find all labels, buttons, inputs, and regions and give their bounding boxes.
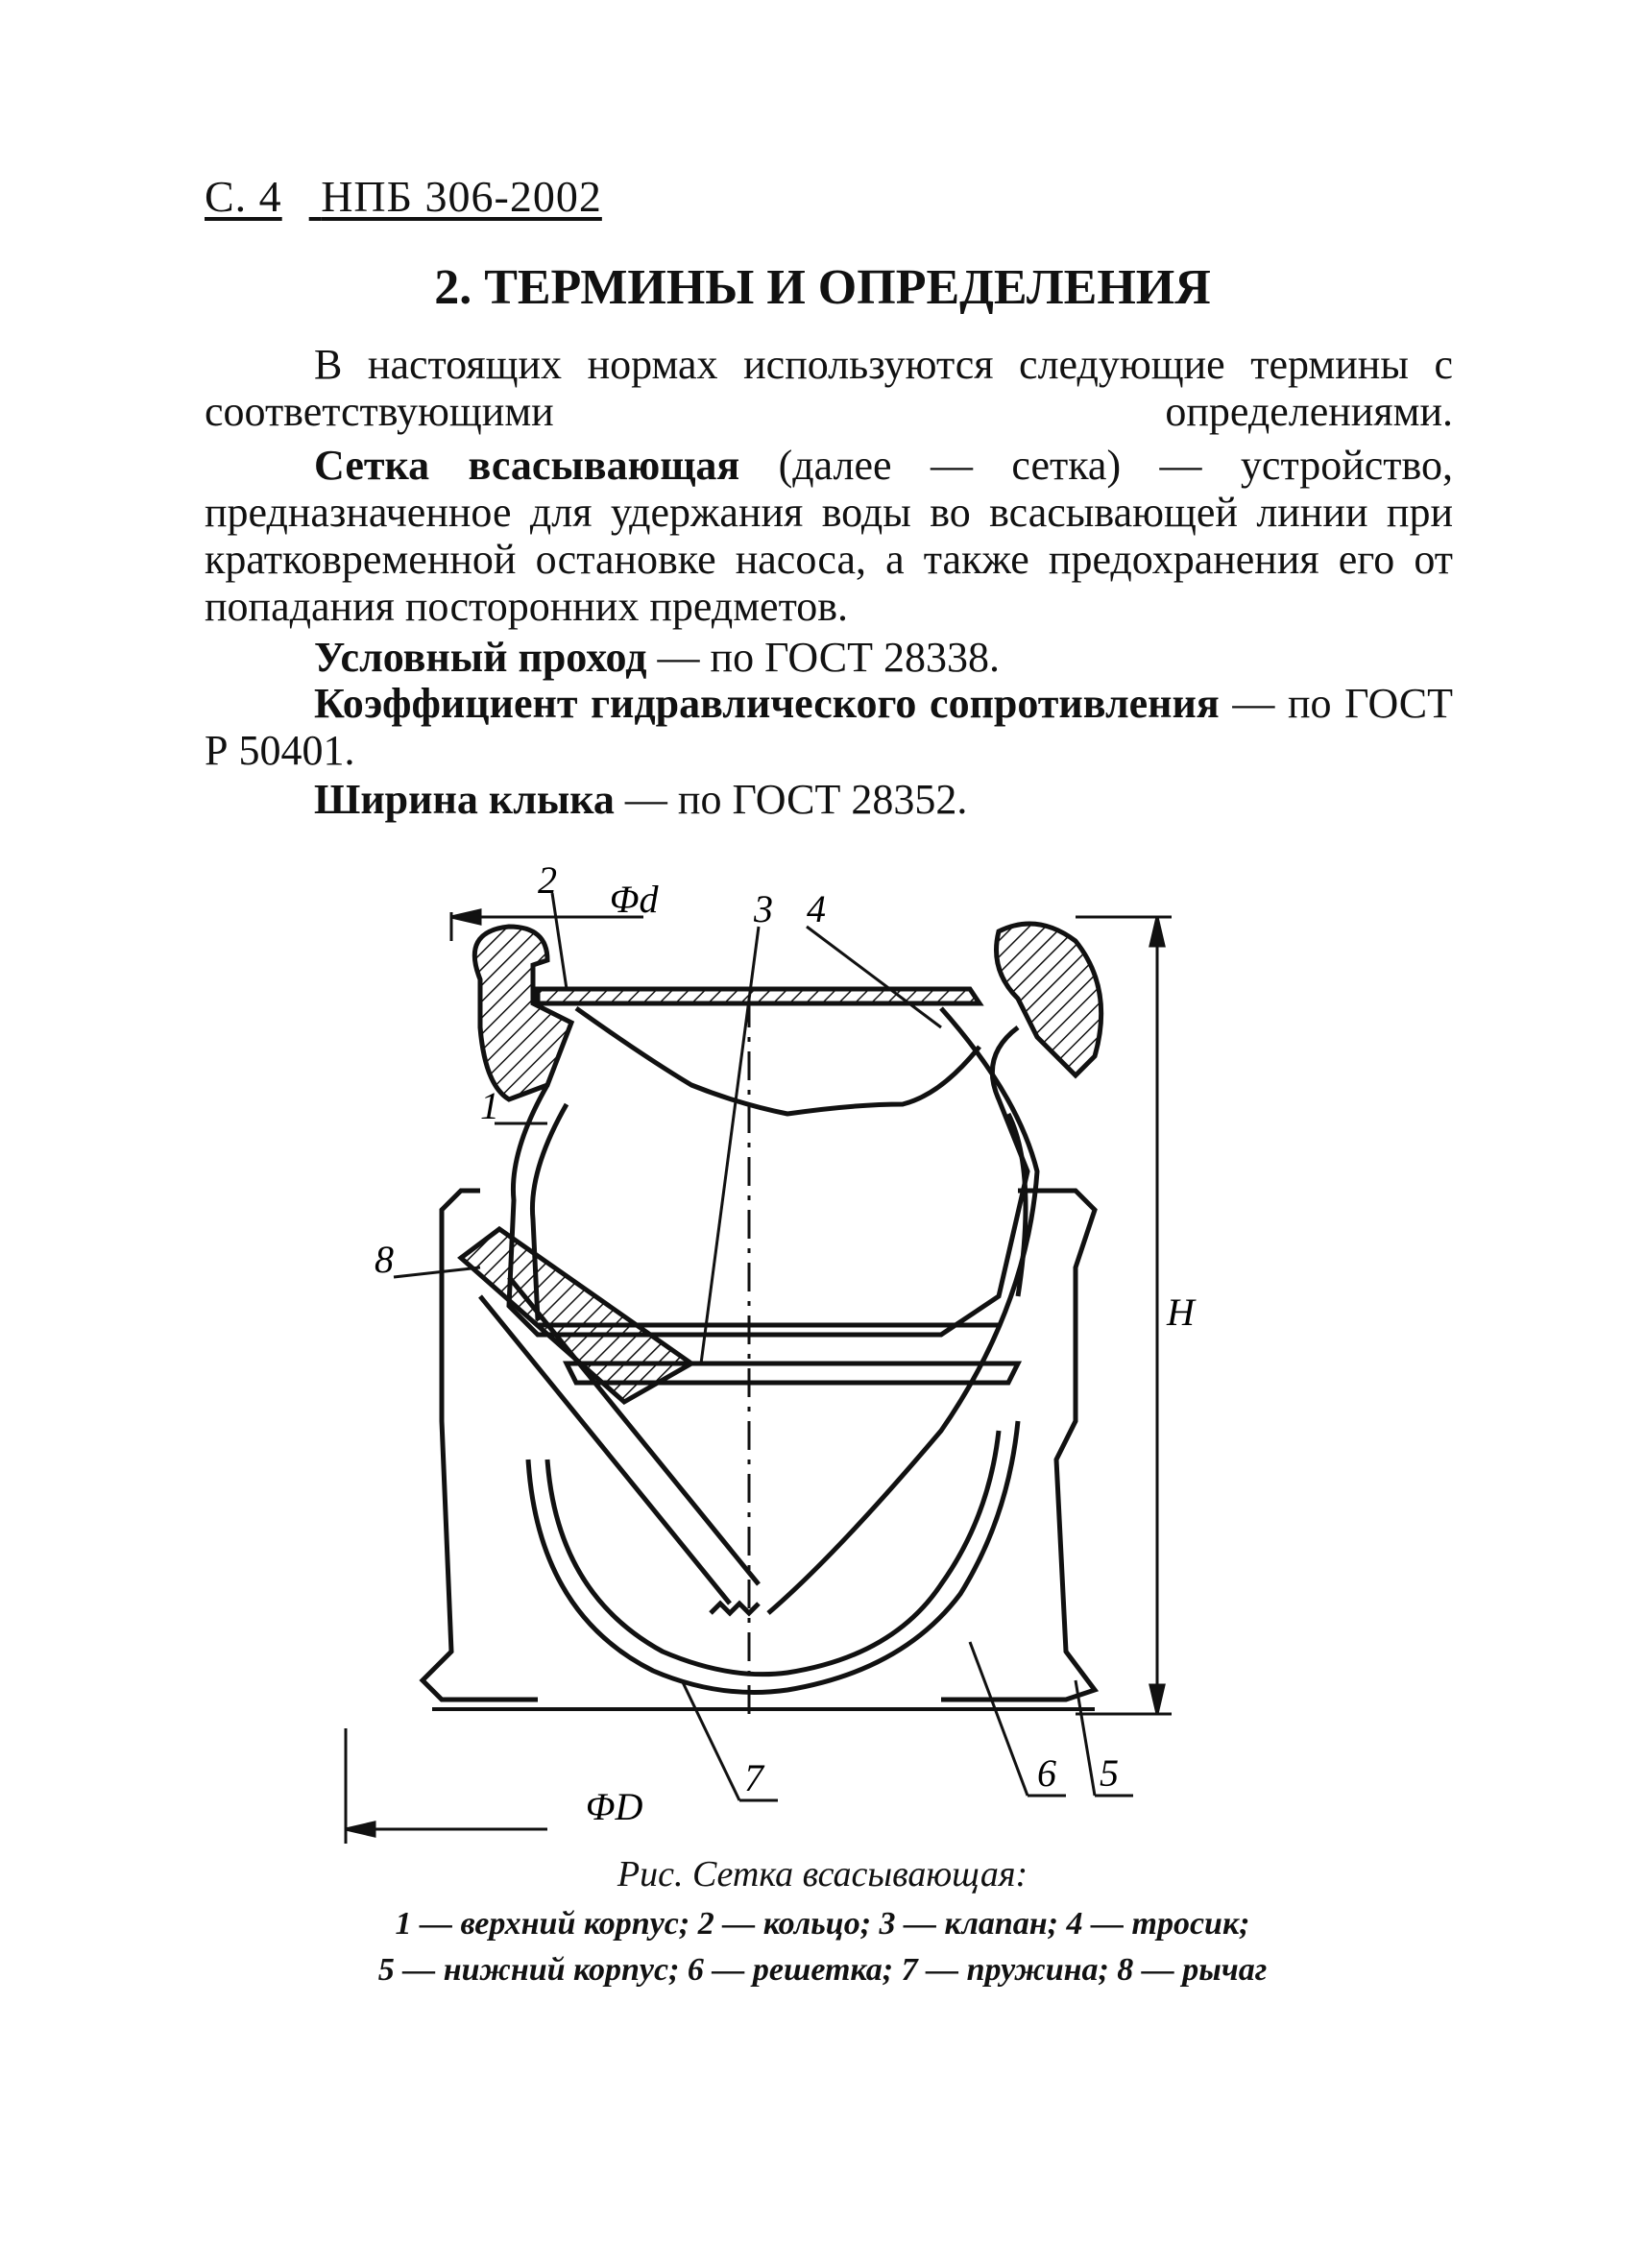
document-code: НПБ 306-2002 [321,172,602,221]
right-coupling-head [997,924,1101,1075]
page-header [205,171,629,222]
term-paragraph-fang-width [205,776,1453,823]
label-6: 6 [1037,1751,1056,1795]
dim-d-label: Φd [610,878,659,921]
strainer-drawing-svg [375,858,1508,1828]
label-2: 2 [538,858,557,902]
label-3: 3 [754,887,773,930]
dim-H-label: H [1167,1291,1195,1334]
figure-caption: Рис. Сетка всасывающая: [617,1854,1028,1894]
label-8: 8 [375,1238,394,1281]
label-1: 1 [480,1084,499,1127]
section-title: 2. ТЕРМИНЫ И ОПРЕДЕЛЕНИЯ [434,260,1211,315]
term-paragraph-mesh [205,442,1453,630]
page-number: С. 4 [205,172,282,221]
dim-D-label: ΦD [586,1785,643,1828]
term-definition: — по ГОСТ 28338. [646,634,1000,681]
term-definition: — по ГОСТ Р 50401. [205,680,1453,774]
term-paragraph-coefficient [205,680,1453,774]
spring [711,1604,759,1613]
term-name: Условный проход [314,634,647,681]
label-4: 4 [807,887,826,930]
ring-part [538,989,980,1003]
grid-bowl [528,1421,1018,1693]
label-5: 5 [1100,1751,1119,1795]
intro-text: В настоящих нормах используются следующие термины с соответствующими определениями. [205,341,1453,435]
term-name: Сетка всасывающая [314,442,740,489]
term-definition: (далее — сетка) — устройство, предназначенное для удержания воды во всасывающей линии при кратковременной остановке насоса, а также предохранения его от попадания посторонних предметов. [205,442,1454,630]
left-coupling-head [474,927,571,1099]
term-definition: — по ГОСТ 28352. [614,776,968,823]
label-7: 7 [744,1756,763,1799]
term-name: Ширина клыка [314,776,615,823]
intro-paragraph [205,341,1453,435]
figure-legend-line: 1 — верхний корпус; 2 — кольцо; 3 — клапан; 4 — тросик; [395,1906,1250,1942]
term-name: Коэффициент гидравлического сопротивления [314,680,1220,727]
strainer-drawing [375,858,1508,1828]
term-paragraph-passage [205,634,1453,681]
figure-legend-line: 5 — нижний корпус; 6 — решетка; 7 — пружина; 8 — рычаг [377,1952,1268,1988]
